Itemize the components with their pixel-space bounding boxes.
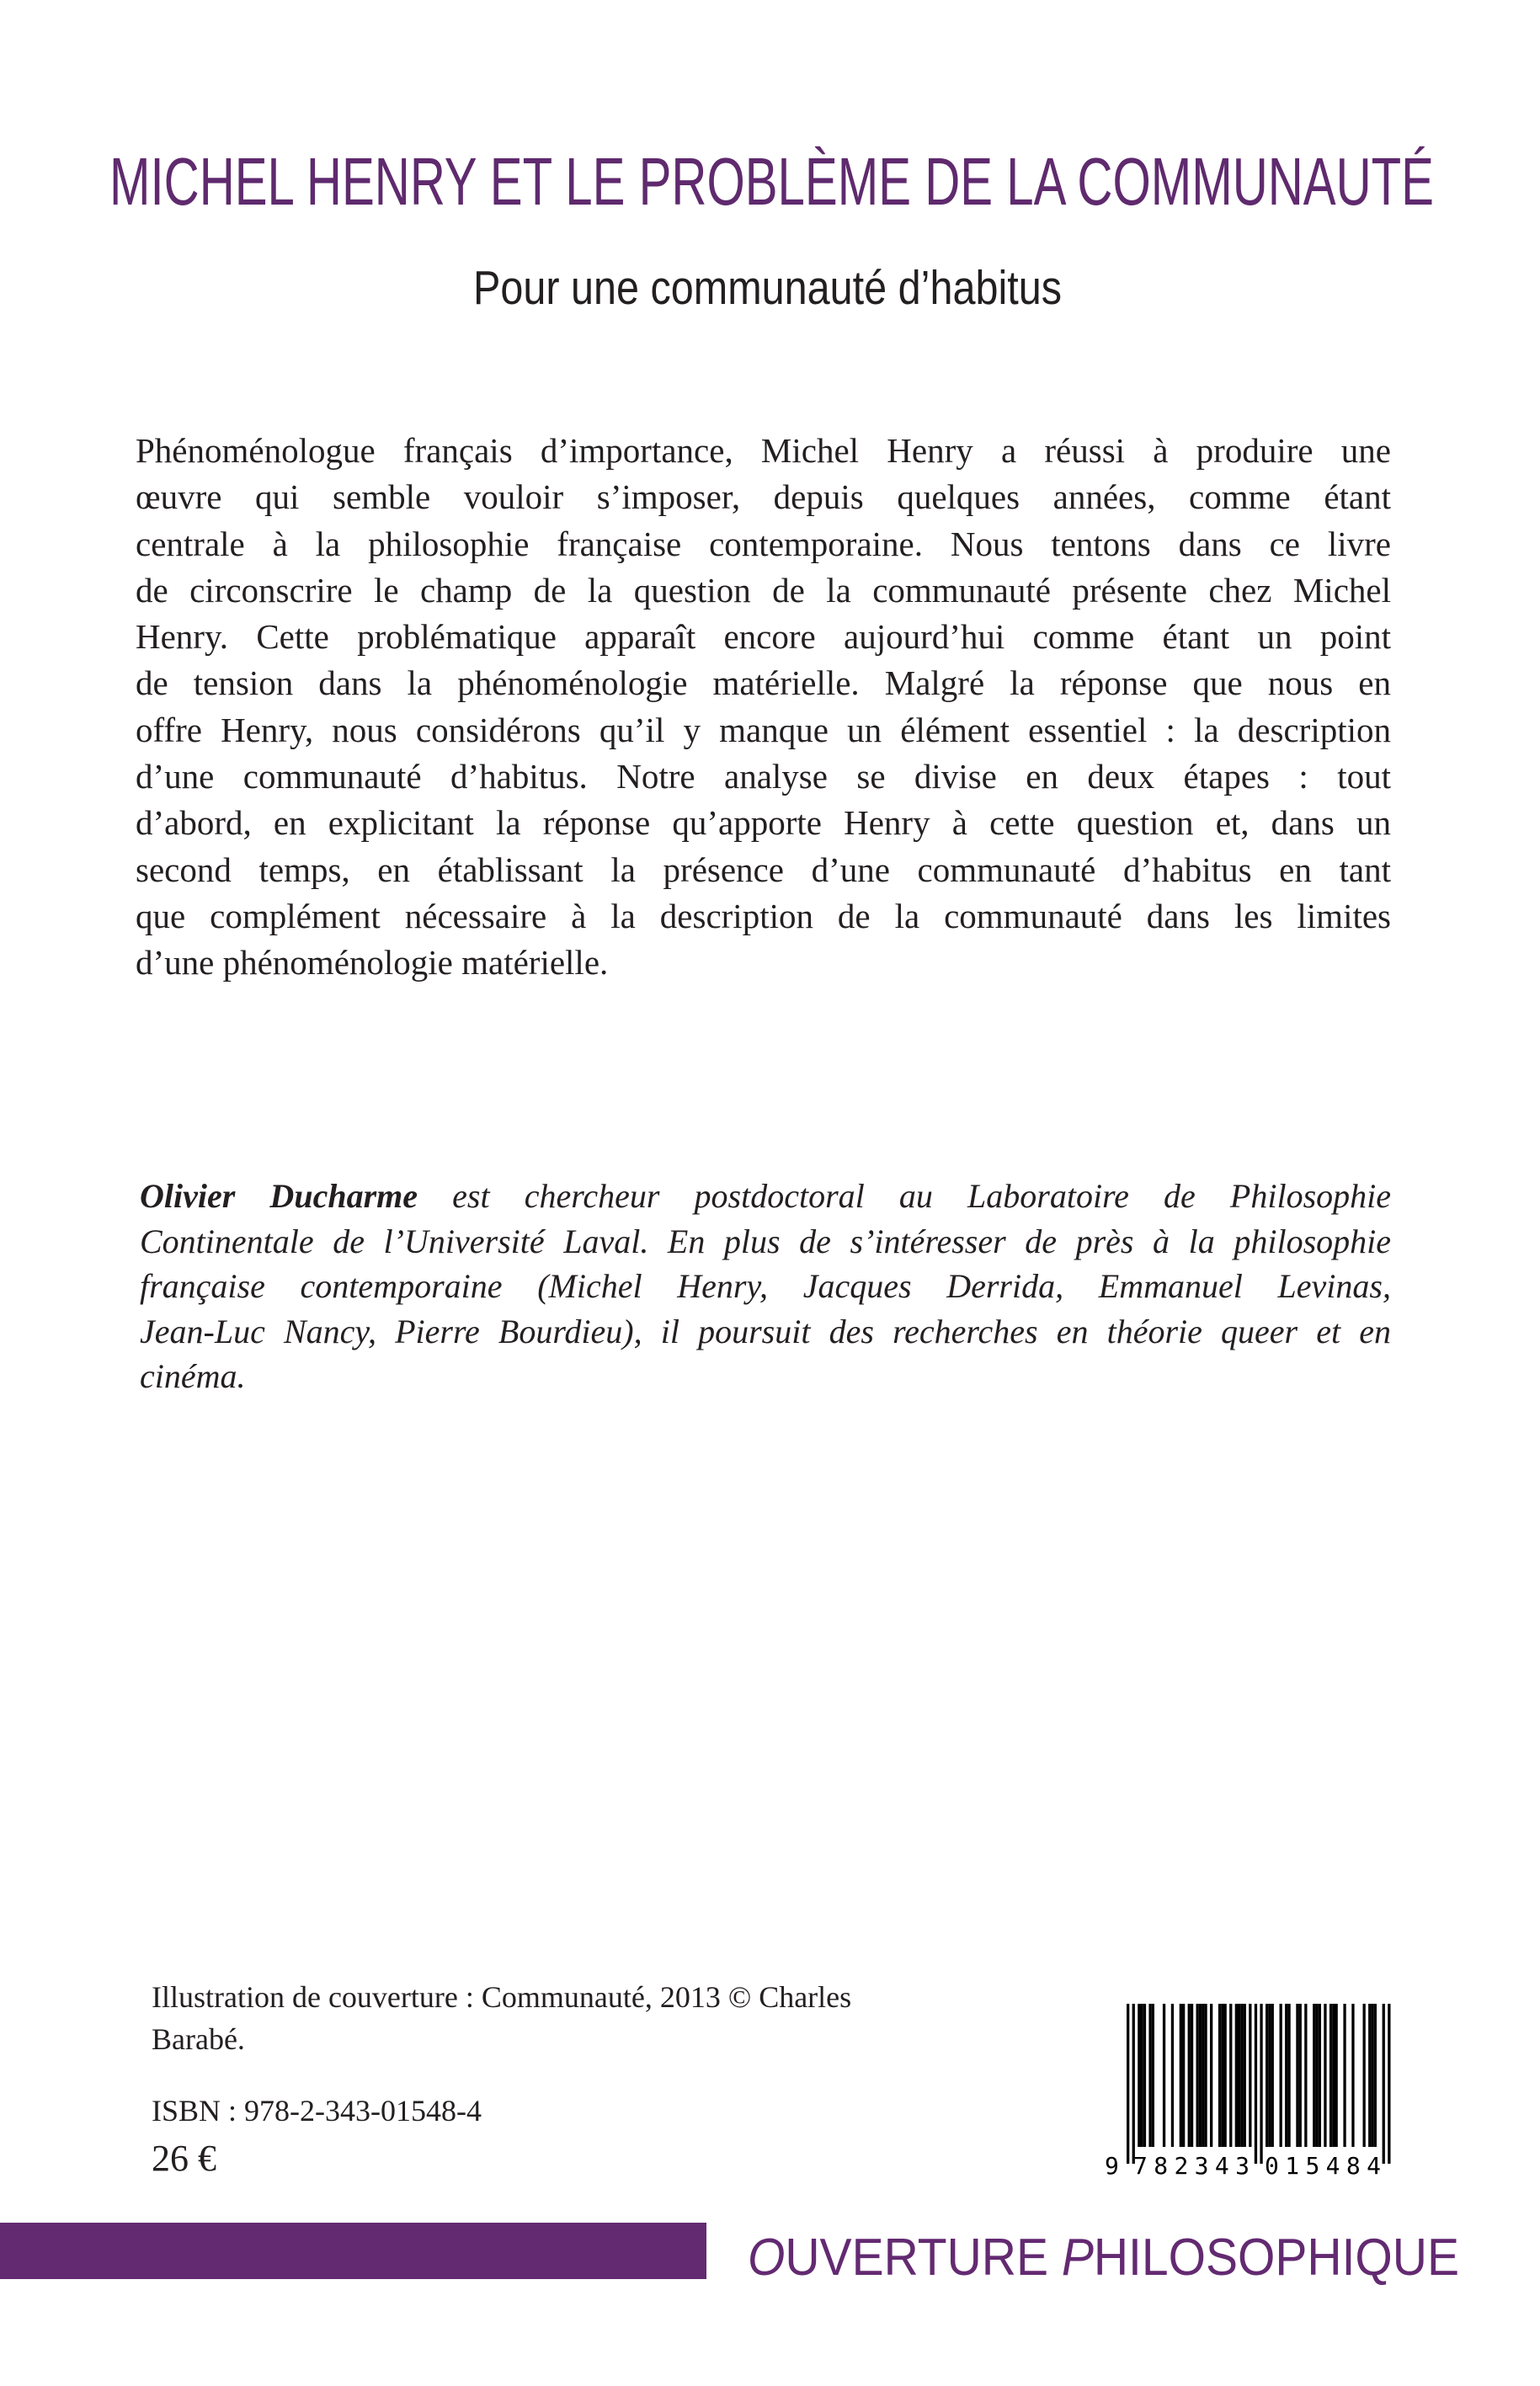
summary-line: Henry. Cette problématique apparaît encore aujourd’hui comme étant un point <box>136 617 1391 657</box>
book-title <box>109 144 1434 219</box>
summary-line: que complément nécessaire à la description de la communauté dans les limites <box>136 896 1391 935</box>
author-bio-line: Jean-Luc Nancy, Pierre Bourdieu), il poursuit des recherches en théorie queer et en <box>140 1312 1391 1350</box>
ean13-barcode <box>1103 2004 1406 2176</box>
book-subtitle <box>473 261 1063 315</box>
series-word: UVERTURE <box>785 2229 1062 2287</box>
author-bio-line: cinéma. <box>140 1357 246 1395</box>
author-bio-line: Continentale de l’Université Laval. En plus de s’intéresser de près à la philosophie <box>140 1222 1391 1260</box>
series-color-bar <box>0 2223 706 2279</box>
author-name: Olivier Ducharme <box>140 1177 418 1215</box>
summary-line: d’abord, en explicitant la réponse qu’apporte Henry à cette question et, dans un <box>136 803 1391 843</box>
series-initial: P <box>1061 2229 1094 2287</box>
credit-line: Barabé. <box>152 2022 245 2056</box>
barcode-first-digit: 9 <box>1105 2152 1119 2176</box>
series-name <box>748 2229 1521 2287</box>
summary-line: centrale à la philosophie française contemporaine. Nous tentons dans ce livre <box>136 524 1391 563</box>
summary-line: de tension dans la phénoménologie matérielle. Malgré la réponse que nous en <box>136 663 1391 703</box>
barcode-left-digits: 782343 <box>1133 2152 1250 2176</box>
author-bio <box>140 1174 1391 1399</box>
summary-line: d’une communauté d’habitus. Notre analyse se divise en deux étapes : tout <box>136 757 1391 796</box>
summary-line: Phénoménologue français d’importance, Michel Henry a réussi à produire une <box>136 431 1391 470</box>
barcode-right-digits: 015484 <box>1265 2152 1381 2176</box>
cover-illustration-credit <box>152 1976 909 2060</box>
summary-line: de circonscrire le champ de la question de la communauté présente chez Michel <box>136 570 1391 610</box>
author-bio-line <box>140 1174 1391 1219</box>
book-title-text: MICHEL HENRY ET LE PROBLÈME DE LA COMMUNAUTÉ <box>109 144 1434 219</box>
summary-line: œuvre qui semble vouloir s’imposer, depuis quelques années, comme étant <box>136 477 1391 517</box>
book-subtitle-text: Pour une communauté d’habitus <box>473 261 1062 315</box>
author-bio-line1-rest: est chercheur postdoctoral au Laboratoire de Philosophie <box>452 1177 1392 1215</box>
credit-line: Illustration de couverture : Communauté, 2013 © Charles <box>152 1980 852 2014</box>
barcode-icon <box>1103 2004 1406 2176</box>
price: 26 € <box>152 2138 216 2179</box>
series-word: HILOSOPHIQUE <box>1093 2229 1459 2287</box>
isbn: ISBN : 978-2-343-01548-4 <box>152 2094 482 2128</box>
summary-line: offre Henry, nous considérons qu’il y manque un élément essentiel : la description <box>136 710 1391 749</box>
summary-paragraph <box>136 428 1391 987</box>
summary-line: second temps, en établissant la présence d’une communauté d’habitus en tant <box>136 849 1391 889</box>
author-bio-line: française contemporaine (Michel Henry, Jacques Derrida, Emmanuel Levinas, <box>140 1267 1391 1305</box>
series-initial: O <box>748 2229 786 2287</box>
summary-line: d’une phénoménologie matérielle. <box>136 943 609 983</box>
